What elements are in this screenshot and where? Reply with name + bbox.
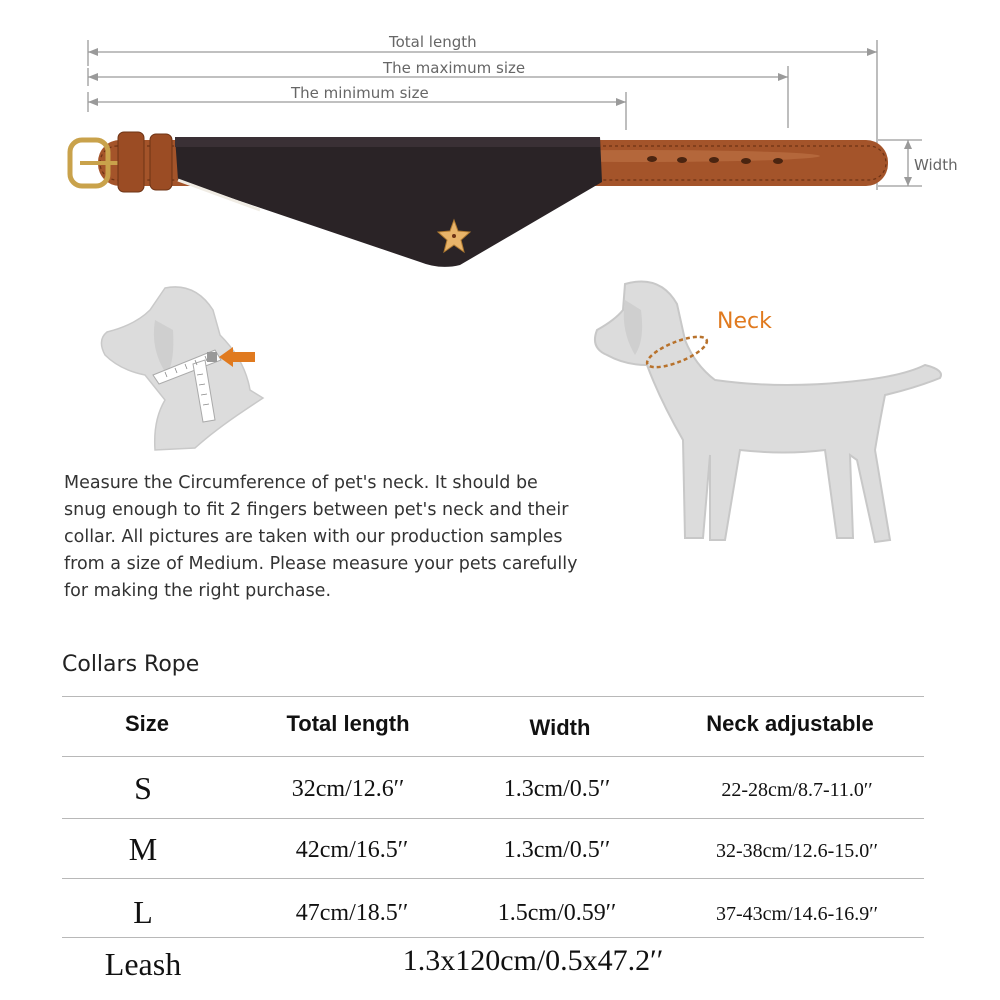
- table-divider: [62, 937, 924, 938]
- header-neck-adjustable: Neck adjustable: [706, 711, 874, 736]
- cell-neck-adjustable: 32-38cm/12.6-15.0′′: [715, 840, 879, 862]
- cell-neck-adjustable: 22-28cm/8.7-11.0′′: [721, 779, 873, 801]
- maximum-size-label: The maximum size: [383, 59, 526, 77]
- cell-total-length: 42cm/16.5′′: [295, 837, 409, 863]
- cell-size: S: [134, 770, 152, 806]
- dog-head-measuring-illustration: [95, 280, 275, 460]
- collar-dimension-diagram: [0, 0, 1000, 270]
- cell-size: M: [128, 831, 158, 867]
- minimum-size-label: The minimum size: [291, 84, 429, 102]
- total-length-label: Total length: [389, 33, 477, 51]
- neck-label: Neck: [717, 309, 772, 334]
- table-title: Collars Rope: [62, 652, 200, 677]
- collar-image: [70, 132, 888, 267]
- cell-width: 1.3cm/0.5′′: [503, 776, 611, 802]
- cell-size: L: [133, 894, 153, 930]
- cell-width: 1.5cm/0.59′′: [497, 900, 617, 926]
- cell-width: 1.3cm/0.5′′: [503, 837, 611, 863]
- leash-value: 1.3x120cm/0.5x47.2′′: [402, 944, 664, 977]
- header-width: Width: [529, 715, 591, 740]
- width-label: Width: [914, 156, 958, 174]
- measurement-instructions: Measure the Circumference of pet's neck. It should be snug enough to fit 2 fingers between pet's neck and their collar. All pictures are taken with our production samples from a size of Medium. Please measure your pets carefully for making the right purchase.: [64, 473, 578, 601]
- cell-total-length: 47cm/18.5′′: [295, 900, 409, 926]
- table-divider: [62, 878, 924, 879]
- table-divider: [62, 756, 924, 757]
- header-total-length: Total length: [286, 711, 410, 736]
- table-divider: [62, 696, 924, 697]
- table-divider: [62, 818, 924, 819]
- cell-neck-adjustable: 37-43cm/14.6-16.9′′: [715, 903, 879, 925]
- cell-total-length: 32cm/12.6′′: [291, 776, 405, 802]
- leash-label: Leash: [104, 946, 182, 982]
- header-size: Size: [124, 711, 170, 736]
